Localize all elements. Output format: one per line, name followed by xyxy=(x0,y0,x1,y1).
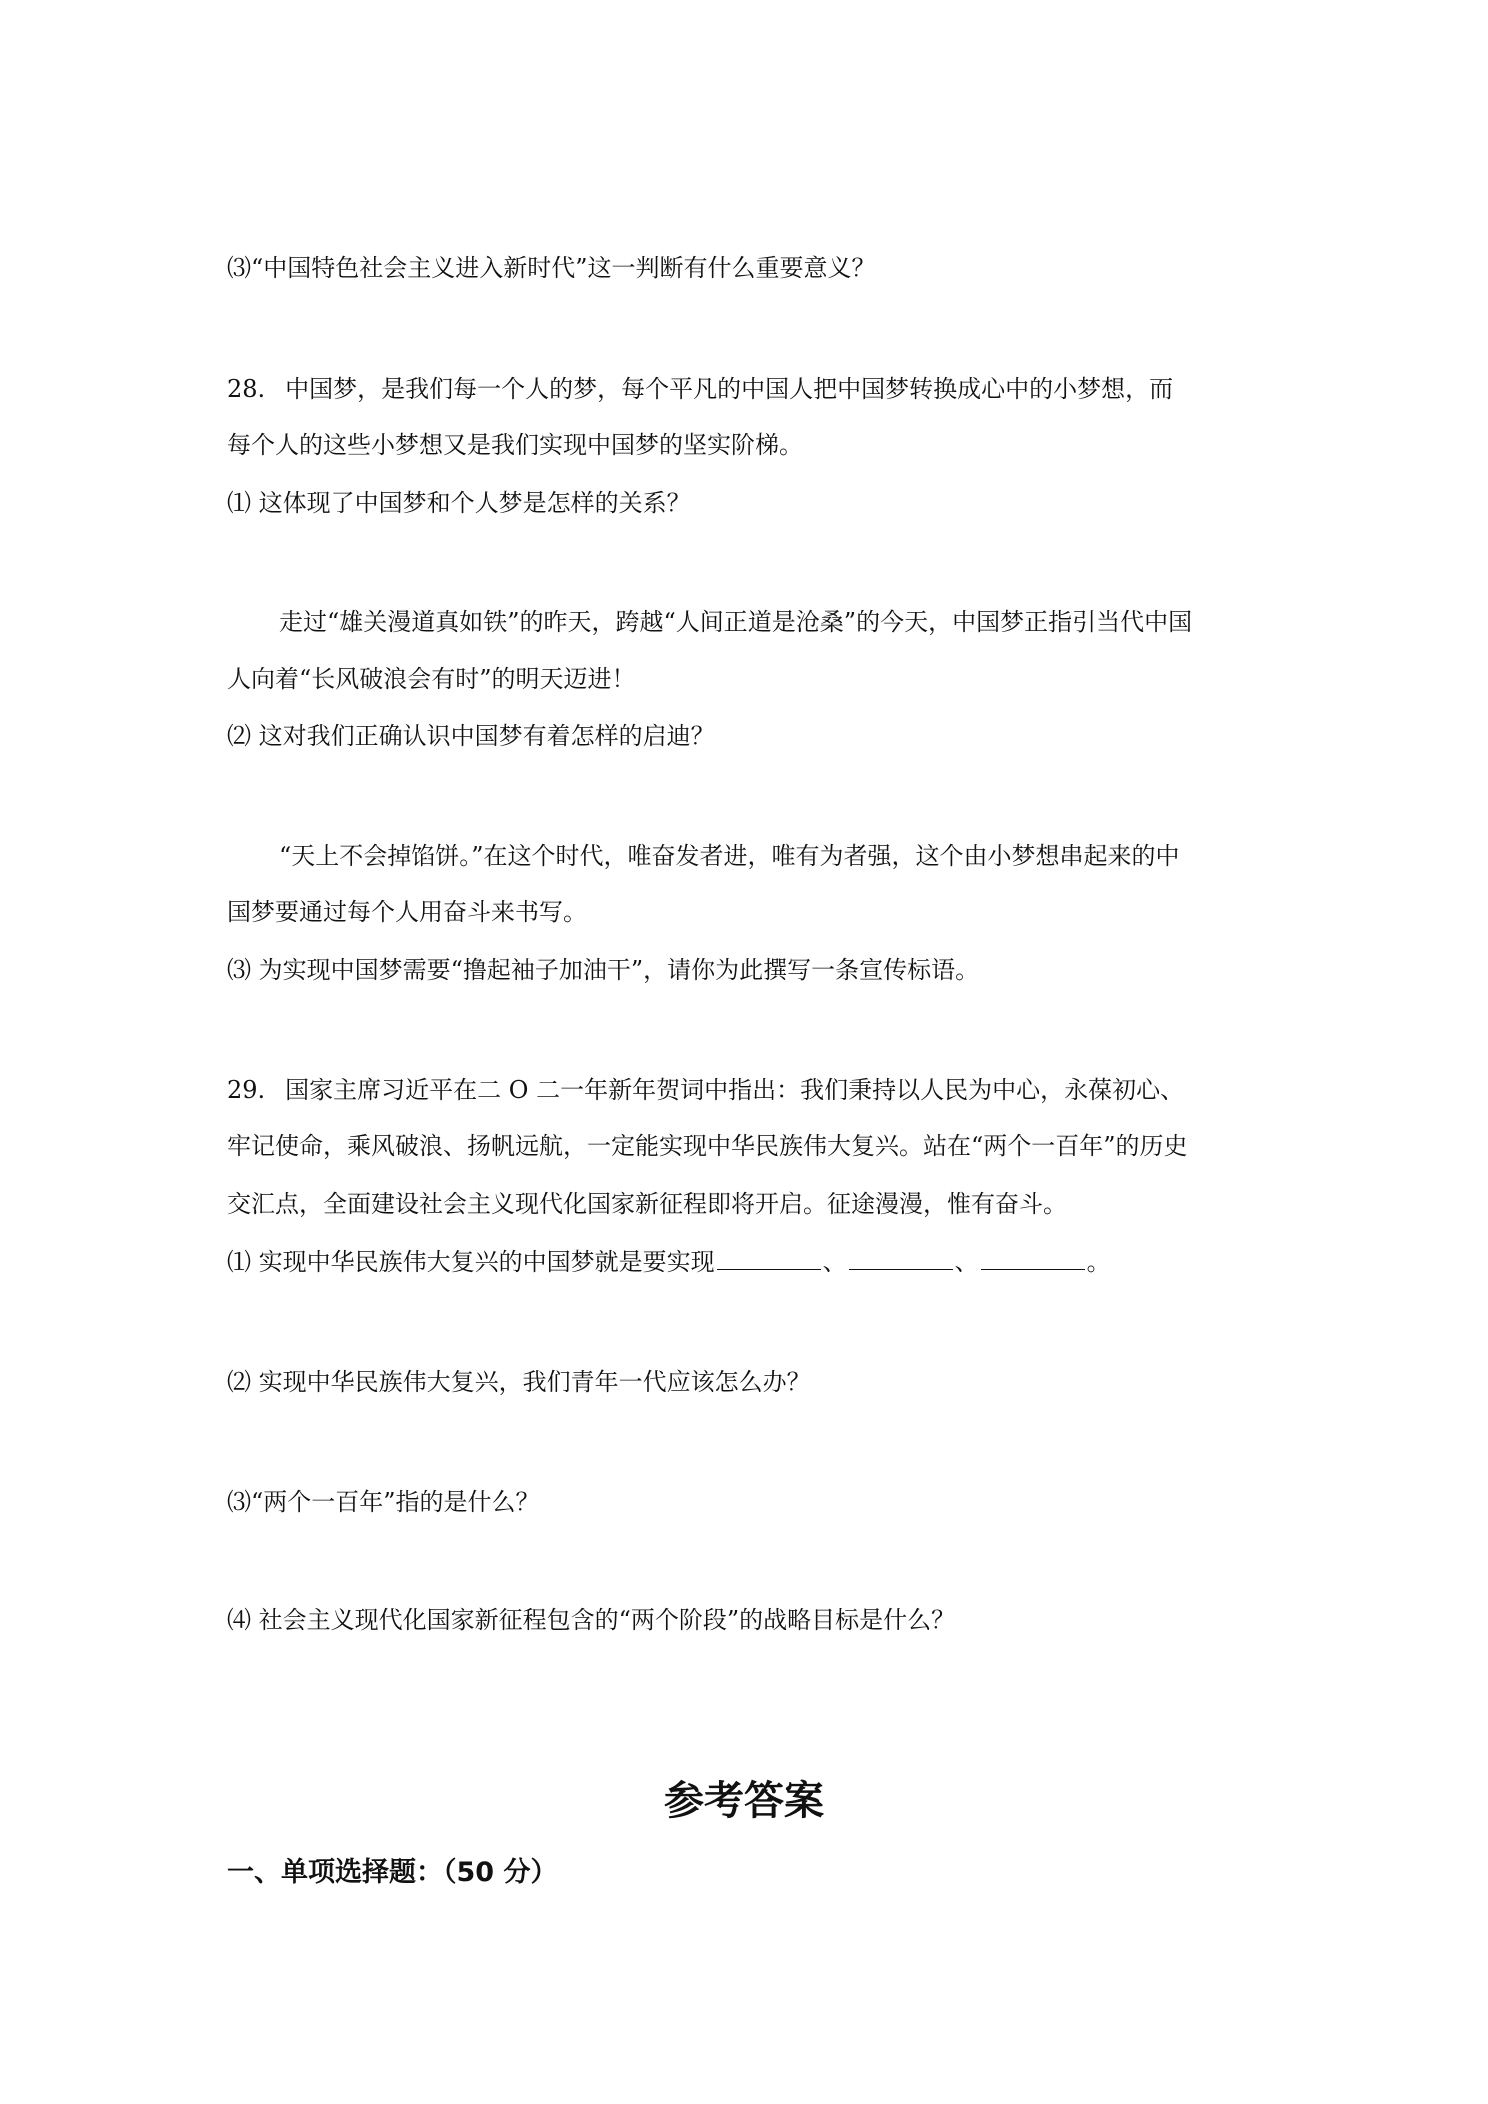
question-29-sub2: ⑵ 实现中华民族伟大复兴，我们青年一代应该怎么办？ xyxy=(227,1368,811,1396)
question-29-sub3: ⑶“两个一百年”指的是什么？ xyxy=(227,1488,540,1516)
question-28-stem-text: 中国梦，是我们每一个人的梦，每个平凡的中国人把中国梦转换成心中的小梦想，而 xyxy=(285,375,1174,403)
answers-section-1: 一、单项选择题：（50 分） xyxy=(227,1857,558,1888)
question-28-sub3: ⑶ 为实现中国梦需要“撸起袖子加油干”，请你为此撰写一条宣传标语。 xyxy=(227,956,980,984)
question-number: 29. xyxy=(227,1076,266,1104)
question-29-stem-line1 xyxy=(227,1074,1184,1106)
question-28-material3-line1: “天上不会掉馅饼。”在这个时代，唯奋发者进，唯有为者强，这个由小梦想串起来的中 xyxy=(279,842,1180,870)
question-28-sub2: ⑵ 这对我们正确认识中国梦有着怎样的启迪？ xyxy=(227,722,715,750)
answer-blank[interactable] xyxy=(717,1247,821,1270)
sub1-text: ⑴ 实现中华民族伟大复兴的中国梦就是要实现 xyxy=(227,1248,715,1276)
answer-blank[interactable] xyxy=(849,1247,953,1270)
question-29-stem-line2: 牢记使命，乘风破浪、扬帆远航，一定能实现中华民族伟大复兴。站在“两个一百年”的历史 xyxy=(227,1132,1188,1160)
separator: 、 xyxy=(954,1248,979,1276)
question-29-stem-text: 国家主席习近平在二 O 二一年新年贺词中指出：我们秉持以人民为中心，永葆初心、 xyxy=(285,1076,1185,1104)
question-29-stem-line3: 交汇点，全面建设社会主义现代化国家新征程即将开启。征途漫漫，惟有奋斗。 xyxy=(227,1190,1067,1218)
question-28-stem-line2: 每个人的这些小梦想又是我们实现中国梦的坚实阶梯。 xyxy=(227,431,803,459)
separator: 、 xyxy=(822,1248,847,1276)
question-29-sub1 xyxy=(227,1246,1111,1278)
question-28-stem-line1 xyxy=(227,373,1173,405)
question-28-material2-line1: 走过“雄关漫道真如铁”的昨天，跨越“人间正道是沧桑”的今天，中国梦正指引当代中国 xyxy=(279,608,1193,636)
question-27-sub3: ⑶“中国特色社会主义进入新时代”这一判断有什么重要意义？ xyxy=(227,254,876,282)
answer-blank[interactable] xyxy=(981,1247,1085,1270)
question-28-sub1: ⑴ 这体现了中国梦和个人梦是怎样的关系？ xyxy=(227,489,691,517)
question-number: 28. xyxy=(227,375,266,403)
sub1-end: 。 xyxy=(1086,1248,1111,1276)
question-28-material3-line2: 国梦要通过每个人用奋斗来书写。 xyxy=(227,898,587,926)
answers-title: 参考答案 xyxy=(664,1778,824,1824)
question-28-material2-line2: 人向着“长风破浪会有时”的明天迈进！ xyxy=(227,665,636,693)
question-29-sub4: ⑷ 社会主义现代化国家新征程包含的“两个阶段”的战略目标是什么？ xyxy=(227,1606,956,1634)
